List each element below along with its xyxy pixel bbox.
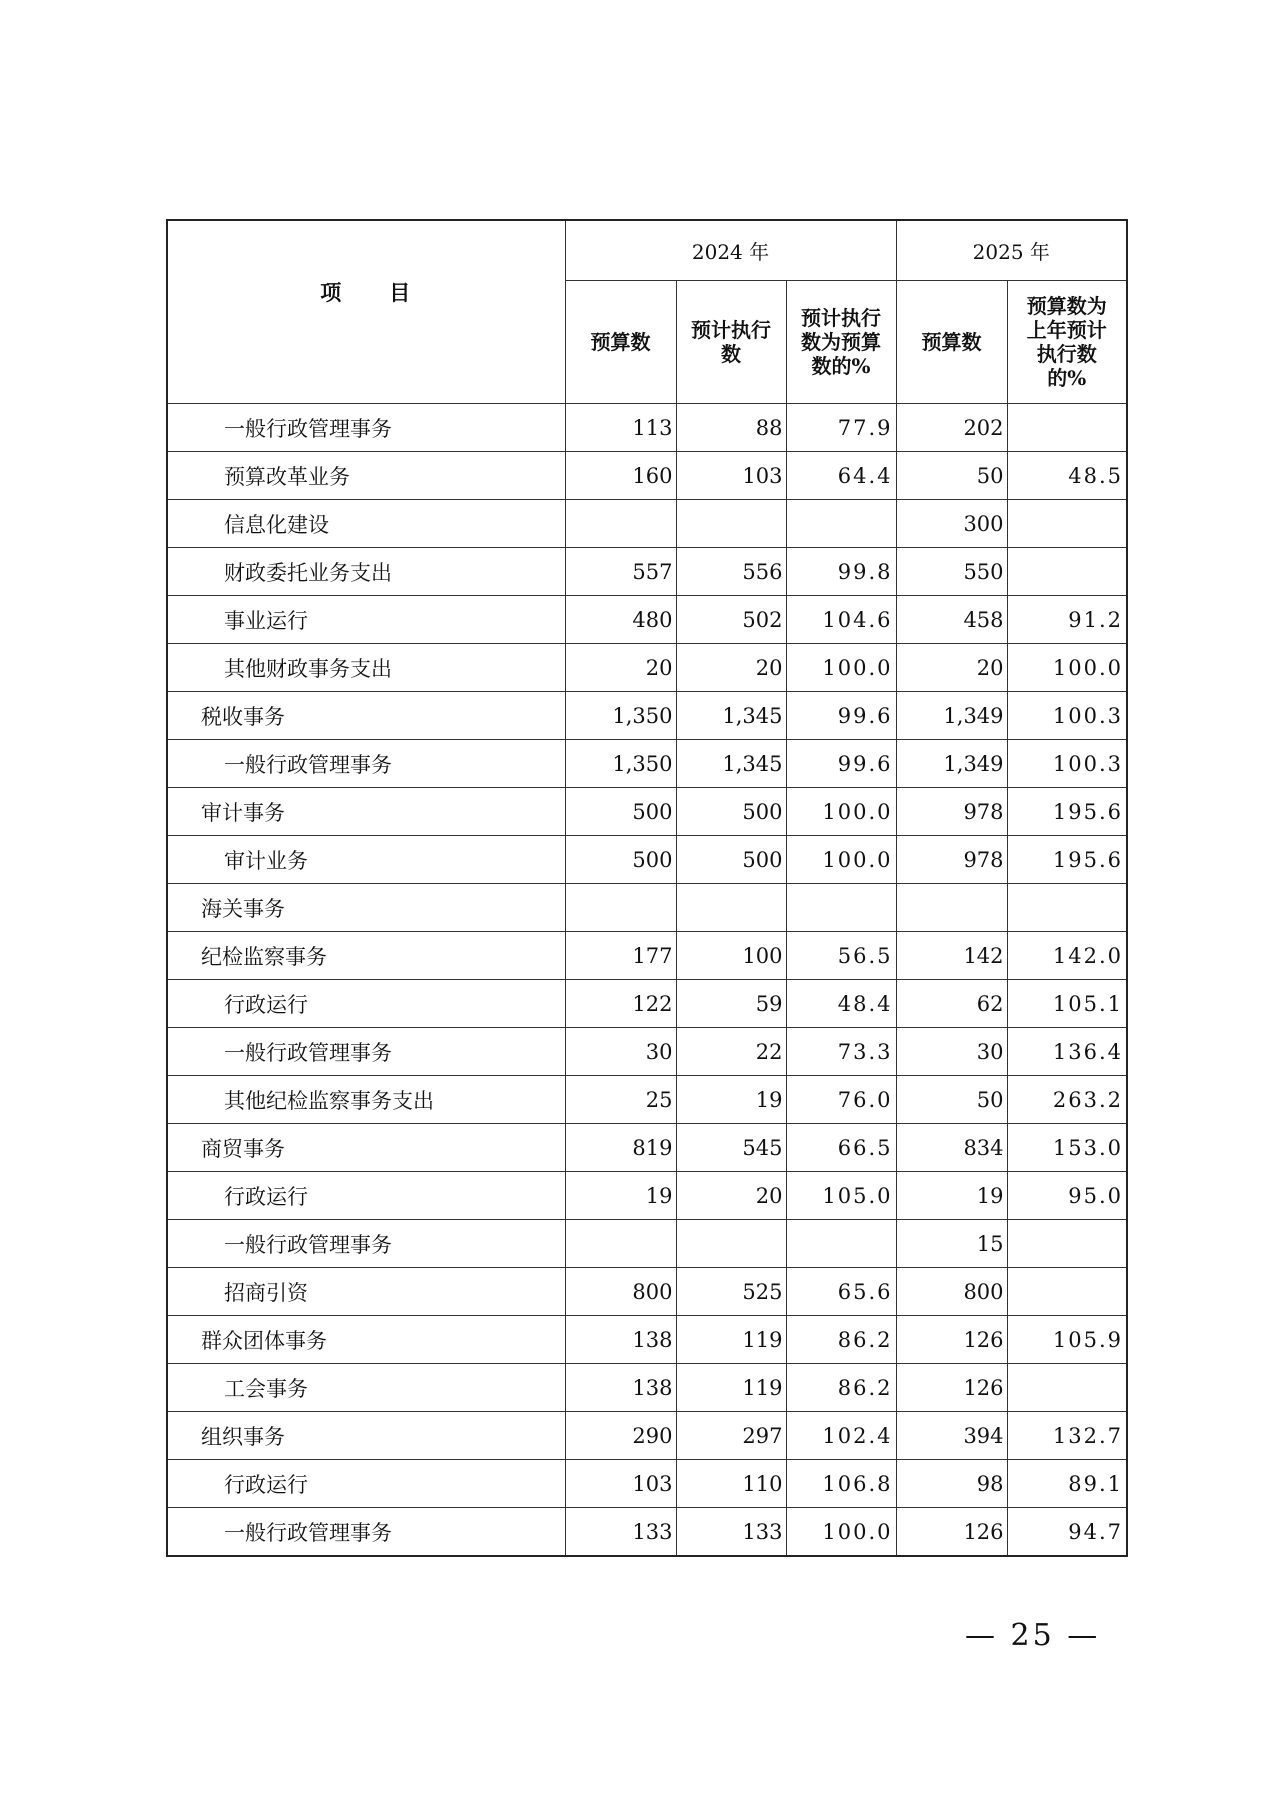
budget-2025-cell: 800 xyxy=(896,1268,1007,1316)
percent-of-previous-cell xyxy=(1007,1220,1127,1268)
percent-of-previous-cell xyxy=(1007,884,1127,932)
table-row xyxy=(167,1268,1127,1316)
estimated-execution-cell: 22 xyxy=(676,1028,786,1076)
budget-2025-cell: 550 xyxy=(896,548,1007,596)
execution-percent-cell: 106.8 xyxy=(786,1460,896,1508)
table-row xyxy=(167,1364,1127,1412)
percent-of-previous-cell: 100.0 xyxy=(1007,644,1127,692)
percent-of-previous-cell: 136.4 xyxy=(1007,1028,1127,1076)
estimated-execution-header: 预计执行数 xyxy=(676,281,786,404)
execution-percent-cell: 99.8 xyxy=(786,548,896,596)
estimated-execution-cell: 59 xyxy=(676,980,786,1028)
item-name-cell: 信息化建设 xyxy=(167,500,565,548)
item-name-cell: 行政运行 xyxy=(167,980,565,1028)
item-name-cell: 一般行政管理事务 xyxy=(167,740,565,788)
budget-2024-cell: 1,350 xyxy=(565,740,676,788)
execution-percent-cell xyxy=(786,884,896,932)
budget-2024-cell: 103 xyxy=(565,1460,676,1508)
estimated-execution-cell xyxy=(676,500,786,548)
table-row xyxy=(167,692,1127,740)
budget-2024-cell: 500 xyxy=(565,836,676,884)
percent-of-previous-cell xyxy=(1007,1268,1127,1316)
estimated-execution-cell: 19 xyxy=(676,1076,786,1124)
budget-2025-cell: 50 xyxy=(896,452,1007,500)
item-name-cell: 一般行政管理事务 xyxy=(167,1220,565,1268)
budget-2025-cell: 20 xyxy=(896,644,1007,692)
estimated-execution-cell: 110 xyxy=(676,1460,786,1508)
budget-2024-cell: 557 xyxy=(565,548,676,596)
budget-2024-cell: 800 xyxy=(565,1268,676,1316)
percent-of-previous-cell: 195.6 xyxy=(1007,836,1127,884)
budget-2024-cell: 25 xyxy=(565,1076,676,1124)
budget-2024-cell: 480 xyxy=(565,596,676,644)
estimated-execution-cell: 103 xyxy=(676,452,786,500)
execution-percent-cell: 104.6 xyxy=(786,596,896,644)
table-row xyxy=(167,740,1127,788)
item-name-cell: 群众团体事务 xyxy=(167,1316,565,1364)
item-name-cell: 其他财政事务支出 xyxy=(167,644,565,692)
execution-percent-cell: 77.9 xyxy=(786,404,896,452)
percent-of-previous-cell: 100.3 xyxy=(1007,740,1127,788)
item-name-cell: 事业运行 xyxy=(167,596,565,644)
item-name-cell: 其他纪检监察事务支出 xyxy=(167,1076,565,1124)
table-row xyxy=(167,1316,1127,1364)
page-number: — 25 — xyxy=(965,1618,1101,1653)
percent-of-previous-cell: 195.6 xyxy=(1007,788,1127,836)
table-row xyxy=(167,1172,1127,1220)
budget-2024-cell: 30 xyxy=(565,1028,676,1076)
execution-percent-cell: 86.2 xyxy=(786,1316,896,1364)
execution-percent-cell: 73.3 xyxy=(786,1028,896,1076)
table-body xyxy=(167,404,1127,1557)
budget-2025-cell: 1,349 xyxy=(896,692,1007,740)
estimated-execution-cell: 1,345 xyxy=(676,692,786,740)
percent-of-previous-cell xyxy=(1007,500,1127,548)
percent-of-previous-cell xyxy=(1007,404,1127,452)
item-name-cell: 招商引资 xyxy=(167,1268,565,1316)
budget-2024-cell: 138 xyxy=(565,1316,676,1364)
percent-of-previous-header: 预算数为上年预计执行数的% xyxy=(1007,281,1127,404)
table-row xyxy=(167,788,1127,836)
budget-table xyxy=(166,219,1128,1557)
table-row xyxy=(167,452,1127,500)
estimated-execution-cell: 1,345 xyxy=(676,740,786,788)
table-row xyxy=(167,644,1127,692)
budget-2025-cell: 300 xyxy=(896,500,1007,548)
execution-percent-cell: 100.0 xyxy=(786,836,896,884)
budget-2024-cell xyxy=(565,1220,676,1268)
budget-2024-cell: 133 xyxy=(565,1508,676,1557)
estimated-execution-cell xyxy=(676,884,786,932)
execution-percent-cell: 102.4 xyxy=(786,1412,896,1460)
item-name-cell: 商贸事务 xyxy=(167,1124,565,1172)
item-name-cell: 工会事务 xyxy=(167,1364,565,1412)
execution-percent-cell: 100.0 xyxy=(786,1508,896,1557)
item-name-cell: 审计事务 xyxy=(167,788,565,836)
item-name-cell: 预算改革业务 xyxy=(167,452,565,500)
execution-percent-cell xyxy=(786,500,896,548)
budget-2025-cell: 126 xyxy=(896,1316,1007,1364)
estimated-execution-cell: 556 xyxy=(676,548,786,596)
table-row xyxy=(167,1508,1127,1557)
item-name-cell: 行政运行 xyxy=(167,1172,565,1220)
budget-2024-cell: 113 xyxy=(565,404,676,452)
item-name-cell: 审计业务 xyxy=(167,836,565,884)
estimated-execution-cell xyxy=(676,1220,786,1268)
percent-of-previous-cell: 95.0 xyxy=(1007,1172,1127,1220)
estimated-execution-cell: 20 xyxy=(676,1172,786,1220)
percent-of-previous-cell: 142.0 xyxy=(1007,932,1127,980)
budget-2024-header: 预算数 xyxy=(565,281,676,404)
table-row xyxy=(167,1028,1127,1076)
budget-2024-cell: 290 xyxy=(565,1412,676,1460)
estimated-execution-cell: 133 xyxy=(676,1508,786,1557)
budget-2025-cell: 978 xyxy=(896,836,1007,884)
budget-2025-cell xyxy=(896,884,1007,932)
execution-percent-cell: 65.6 xyxy=(786,1268,896,1316)
budget-2025-cell: 15 xyxy=(896,1220,1007,1268)
table-row xyxy=(167,1220,1127,1268)
estimated-execution-cell: 502 xyxy=(676,596,786,644)
percent-of-previous-cell: 153.0 xyxy=(1007,1124,1127,1172)
execution-percent-cell: 56.5 xyxy=(786,932,896,980)
budget-2025-cell: 1,349 xyxy=(896,740,1007,788)
budget-2024-cell: 138 xyxy=(565,1364,676,1412)
budget-2024-cell: 177 xyxy=(565,932,676,980)
estimated-execution-cell: 20 xyxy=(676,644,786,692)
estimated-execution-cell: 119 xyxy=(676,1364,786,1412)
item-name-cell: 纪检监察事务 xyxy=(167,932,565,980)
percent-of-previous-cell: 105.1 xyxy=(1007,980,1127,1028)
execution-percent-cell: 99.6 xyxy=(786,692,896,740)
item-name-cell: 行政运行 xyxy=(167,1460,565,1508)
percent-of-previous-cell: 105.9 xyxy=(1007,1316,1127,1364)
estimated-execution-cell: 525 xyxy=(676,1268,786,1316)
execution-percent-cell: 105.0 xyxy=(786,1172,896,1220)
table-row xyxy=(167,404,1127,452)
estimated-execution-cell: 119 xyxy=(676,1316,786,1364)
budget-2025-cell: 19 xyxy=(896,1172,1007,1220)
execution-percent-cell: 100.0 xyxy=(786,644,896,692)
estimated-execution-cell: 500 xyxy=(676,788,786,836)
table-header xyxy=(167,220,1127,404)
percent-of-previous-cell xyxy=(1007,1364,1127,1412)
budget-2025-cell: 126 xyxy=(896,1508,1007,1557)
item-name-cell: 一般行政管理事务 xyxy=(167,1508,565,1557)
item-column-header: 项 目 xyxy=(167,220,565,404)
year-2025-header: 2025 年 xyxy=(896,220,1127,281)
execution-percent-cell: 76.0 xyxy=(786,1076,896,1124)
item-name-cell: 财政委托业务支出 xyxy=(167,548,565,596)
budget-2024-cell: 160 xyxy=(565,452,676,500)
budget-2025-cell: 50 xyxy=(896,1076,1007,1124)
percent-of-previous-cell: 89.1 xyxy=(1007,1460,1127,1508)
execution-percent-cell: 99.6 xyxy=(786,740,896,788)
estimated-execution-cell: 500 xyxy=(676,836,786,884)
budget-2024-cell: 19 xyxy=(565,1172,676,1220)
execution-percent-cell: 66.5 xyxy=(786,1124,896,1172)
budget-2025-cell: 458 xyxy=(896,596,1007,644)
table-row xyxy=(167,1460,1127,1508)
table-row xyxy=(167,596,1127,644)
table-row xyxy=(167,1124,1127,1172)
percent-of-previous-cell: 100.3 xyxy=(1007,692,1127,740)
table-row xyxy=(167,1412,1127,1460)
execution-percent-cell: 100.0 xyxy=(786,788,896,836)
item-name-cell: 海关事务 xyxy=(167,884,565,932)
percent-of-previous-cell: 132.7 xyxy=(1007,1412,1127,1460)
percent-of-previous-cell: 91.2 xyxy=(1007,596,1127,644)
estimated-execution-cell: 100 xyxy=(676,932,786,980)
budget-2025-cell: 834 xyxy=(896,1124,1007,1172)
percent-of-previous-cell: 94.7 xyxy=(1007,1508,1127,1557)
item-name-cell: 一般行政管理事务 xyxy=(167,1028,565,1076)
table-row xyxy=(167,500,1127,548)
execution-percent-cell: 86.2 xyxy=(786,1364,896,1412)
table-row xyxy=(167,884,1127,932)
percent-of-previous-cell xyxy=(1007,548,1127,596)
estimated-execution-cell: 88 xyxy=(676,404,786,452)
percent-of-previous-cell: 263.2 xyxy=(1007,1076,1127,1124)
table-row xyxy=(167,932,1127,980)
budget-2024-cell xyxy=(565,500,676,548)
execution-percent-header: 预计执行数为预算数的% xyxy=(786,281,896,404)
execution-percent-cell: 48.4 xyxy=(786,980,896,1028)
item-name-cell: 税收事务 xyxy=(167,692,565,740)
budget-2025-cell: 142 xyxy=(896,932,1007,980)
budget-2025-cell: 126 xyxy=(896,1364,1007,1412)
item-name-cell: 组织事务 xyxy=(167,1412,565,1460)
table-row xyxy=(167,548,1127,596)
budget-2025-cell: 98 xyxy=(896,1460,1007,1508)
budget-2024-cell: 500 xyxy=(565,788,676,836)
budget-2024-cell xyxy=(565,884,676,932)
item-name-cell: 一般行政管理事务 xyxy=(167,404,565,452)
year-2024-header: 2024 年 xyxy=(565,220,896,281)
table-row xyxy=(167,1076,1127,1124)
estimated-execution-cell: 545 xyxy=(676,1124,786,1172)
budget-2024-cell: 20 xyxy=(565,644,676,692)
budget-2025-cell: 394 xyxy=(896,1412,1007,1460)
budget-2025-cell: 202 xyxy=(896,404,1007,452)
estimated-execution-cell: 297 xyxy=(676,1412,786,1460)
table-row xyxy=(167,980,1127,1028)
table-row xyxy=(167,836,1127,884)
budget-2024-cell: 1,350 xyxy=(565,692,676,740)
execution-percent-cell xyxy=(786,1220,896,1268)
execution-percent-cell: 64.4 xyxy=(786,452,896,500)
budget-2025-header: 预算数 xyxy=(896,281,1007,404)
budget-2025-cell: 978 xyxy=(896,788,1007,836)
budget-2025-cell: 62 xyxy=(896,980,1007,1028)
budget-2025-cell: 30 xyxy=(896,1028,1007,1076)
budget-2024-cell: 819 xyxy=(565,1124,676,1172)
percent-of-previous-cell: 48.5 xyxy=(1007,452,1127,500)
budget-2024-cell: 122 xyxy=(565,980,676,1028)
